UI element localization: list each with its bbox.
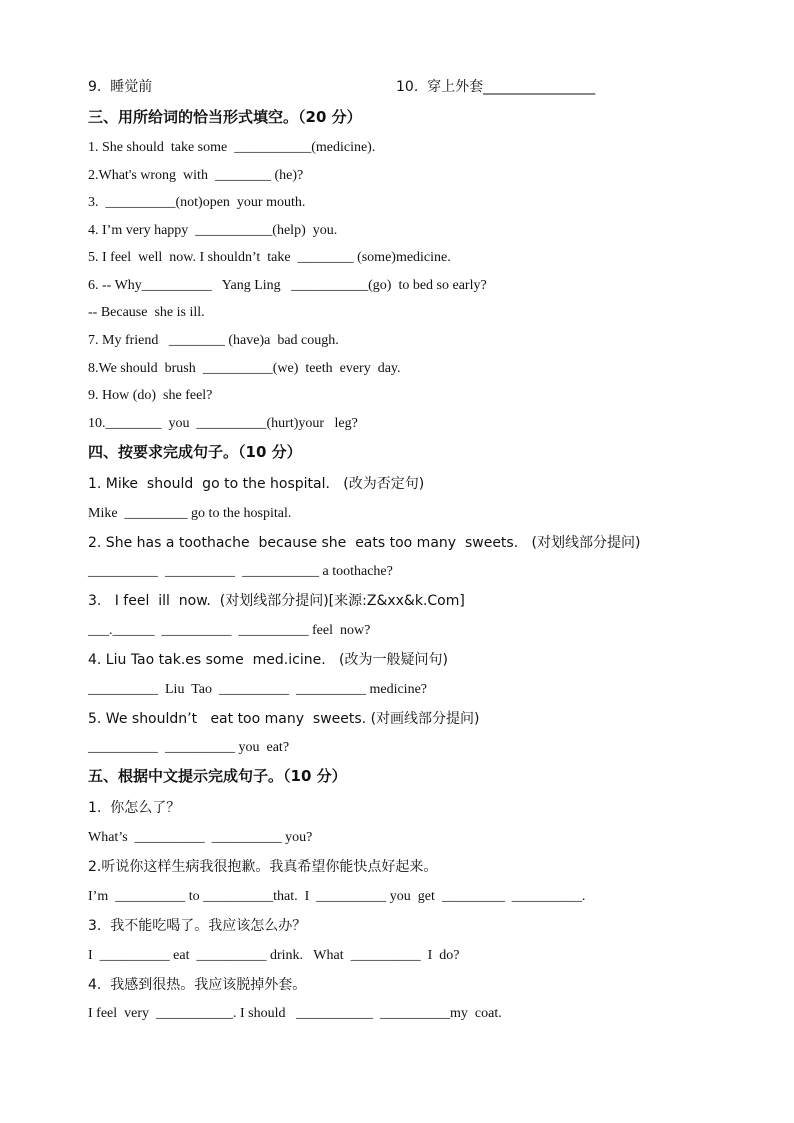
top-item-9: 9. 睡觉前 xyxy=(88,79,153,95)
section3-title: 三、用所给词的恰当形式填空。（20 分） xyxy=(88,108,362,126)
s4-item: __________ __________ ___________ a toothache? xyxy=(88,564,393,579)
s4-item: ___.______ __________ __________ feel now? xyxy=(88,623,371,638)
s4-item: 4. Liu Tao tak.es some med.icine. (改为一般疑问句) xyxy=(88,652,448,668)
s3-item: 10.________ you __________(hurt)your leg? xyxy=(88,416,358,431)
section5-title: 五、根据中文提示完成句子。（10 分） xyxy=(88,767,347,785)
s3-item: 3. __________(not)open your mouth. xyxy=(88,195,306,210)
s3-item: 2.What's wrong with ________ (he)? xyxy=(88,168,304,183)
s4-item: Mike _________ go to the hospital. xyxy=(88,506,292,521)
s3-item: 9. How (do) she feel? xyxy=(88,388,213,403)
section4-title: 四、按要求完成句子。（10 分） xyxy=(88,443,302,461)
s3-item: 8.We should brush __________(we) teeth every day. xyxy=(88,361,401,376)
s5-item: 3. 我不能吃喝了。我应该怎么办？ xyxy=(88,918,307,934)
s3-item: 1. She should take some ___________(medicine). xyxy=(88,140,376,155)
s3-item: 6. -- Why__________ Yang Ling ___________(go) to bed so early? xyxy=(88,278,487,293)
s3-item: 4. I’m very happy ___________(help) you. xyxy=(88,223,338,238)
s5-item: I __________ eat __________ drink. What __________ I do? xyxy=(88,948,460,963)
s4-item: 2. She has a toothache because she eats too many sweets. (对划线部分提问) xyxy=(88,535,641,551)
s5-item: 2.听说你这样生病我很抱歉。我真希望你能快点好起来。 xyxy=(88,859,438,875)
s4-item: 3. I feel ill now. (对划线部分提问)[来源:Z&xx&k.Com] xyxy=(88,593,465,609)
s5-item: 4. 我感到很热。我应该脱掉外套。 xyxy=(88,977,307,993)
s5-item: I’m __________ to __________that. I __________ you get _________ __________. xyxy=(88,889,586,904)
s3-item: 5. I feel well now. I shouldn’t take ________ (some)medicine. xyxy=(88,250,451,265)
top-item-10: 10. 穿上外套________________ xyxy=(396,79,596,95)
s5-item: I feel very ___________. I should ___________ __________my coat. xyxy=(88,1006,502,1021)
s5-item: What’s __________ __________ you? xyxy=(88,830,313,845)
s3-item: -- Because she is ill. xyxy=(88,305,205,320)
s4-item: __________ Liu Tao __________ __________ medicine? xyxy=(88,682,428,697)
s4-item: 5. We shouldn’t eat too many sweets. (对画线部分提问) xyxy=(88,711,480,727)
s4-item: 1. Mike should go to the hospital. (改为否定句) xyxy=(88,476,425,492)
s3-item: 7. My friend ________ (have)a bad cough. xyxy=(88,333,339,348)
s4-item: __________ __________ you eat? xyxy=(88,740,290,755)
s5-item: 1. 你怎么了？ xyxy=(88,800,181,816)
